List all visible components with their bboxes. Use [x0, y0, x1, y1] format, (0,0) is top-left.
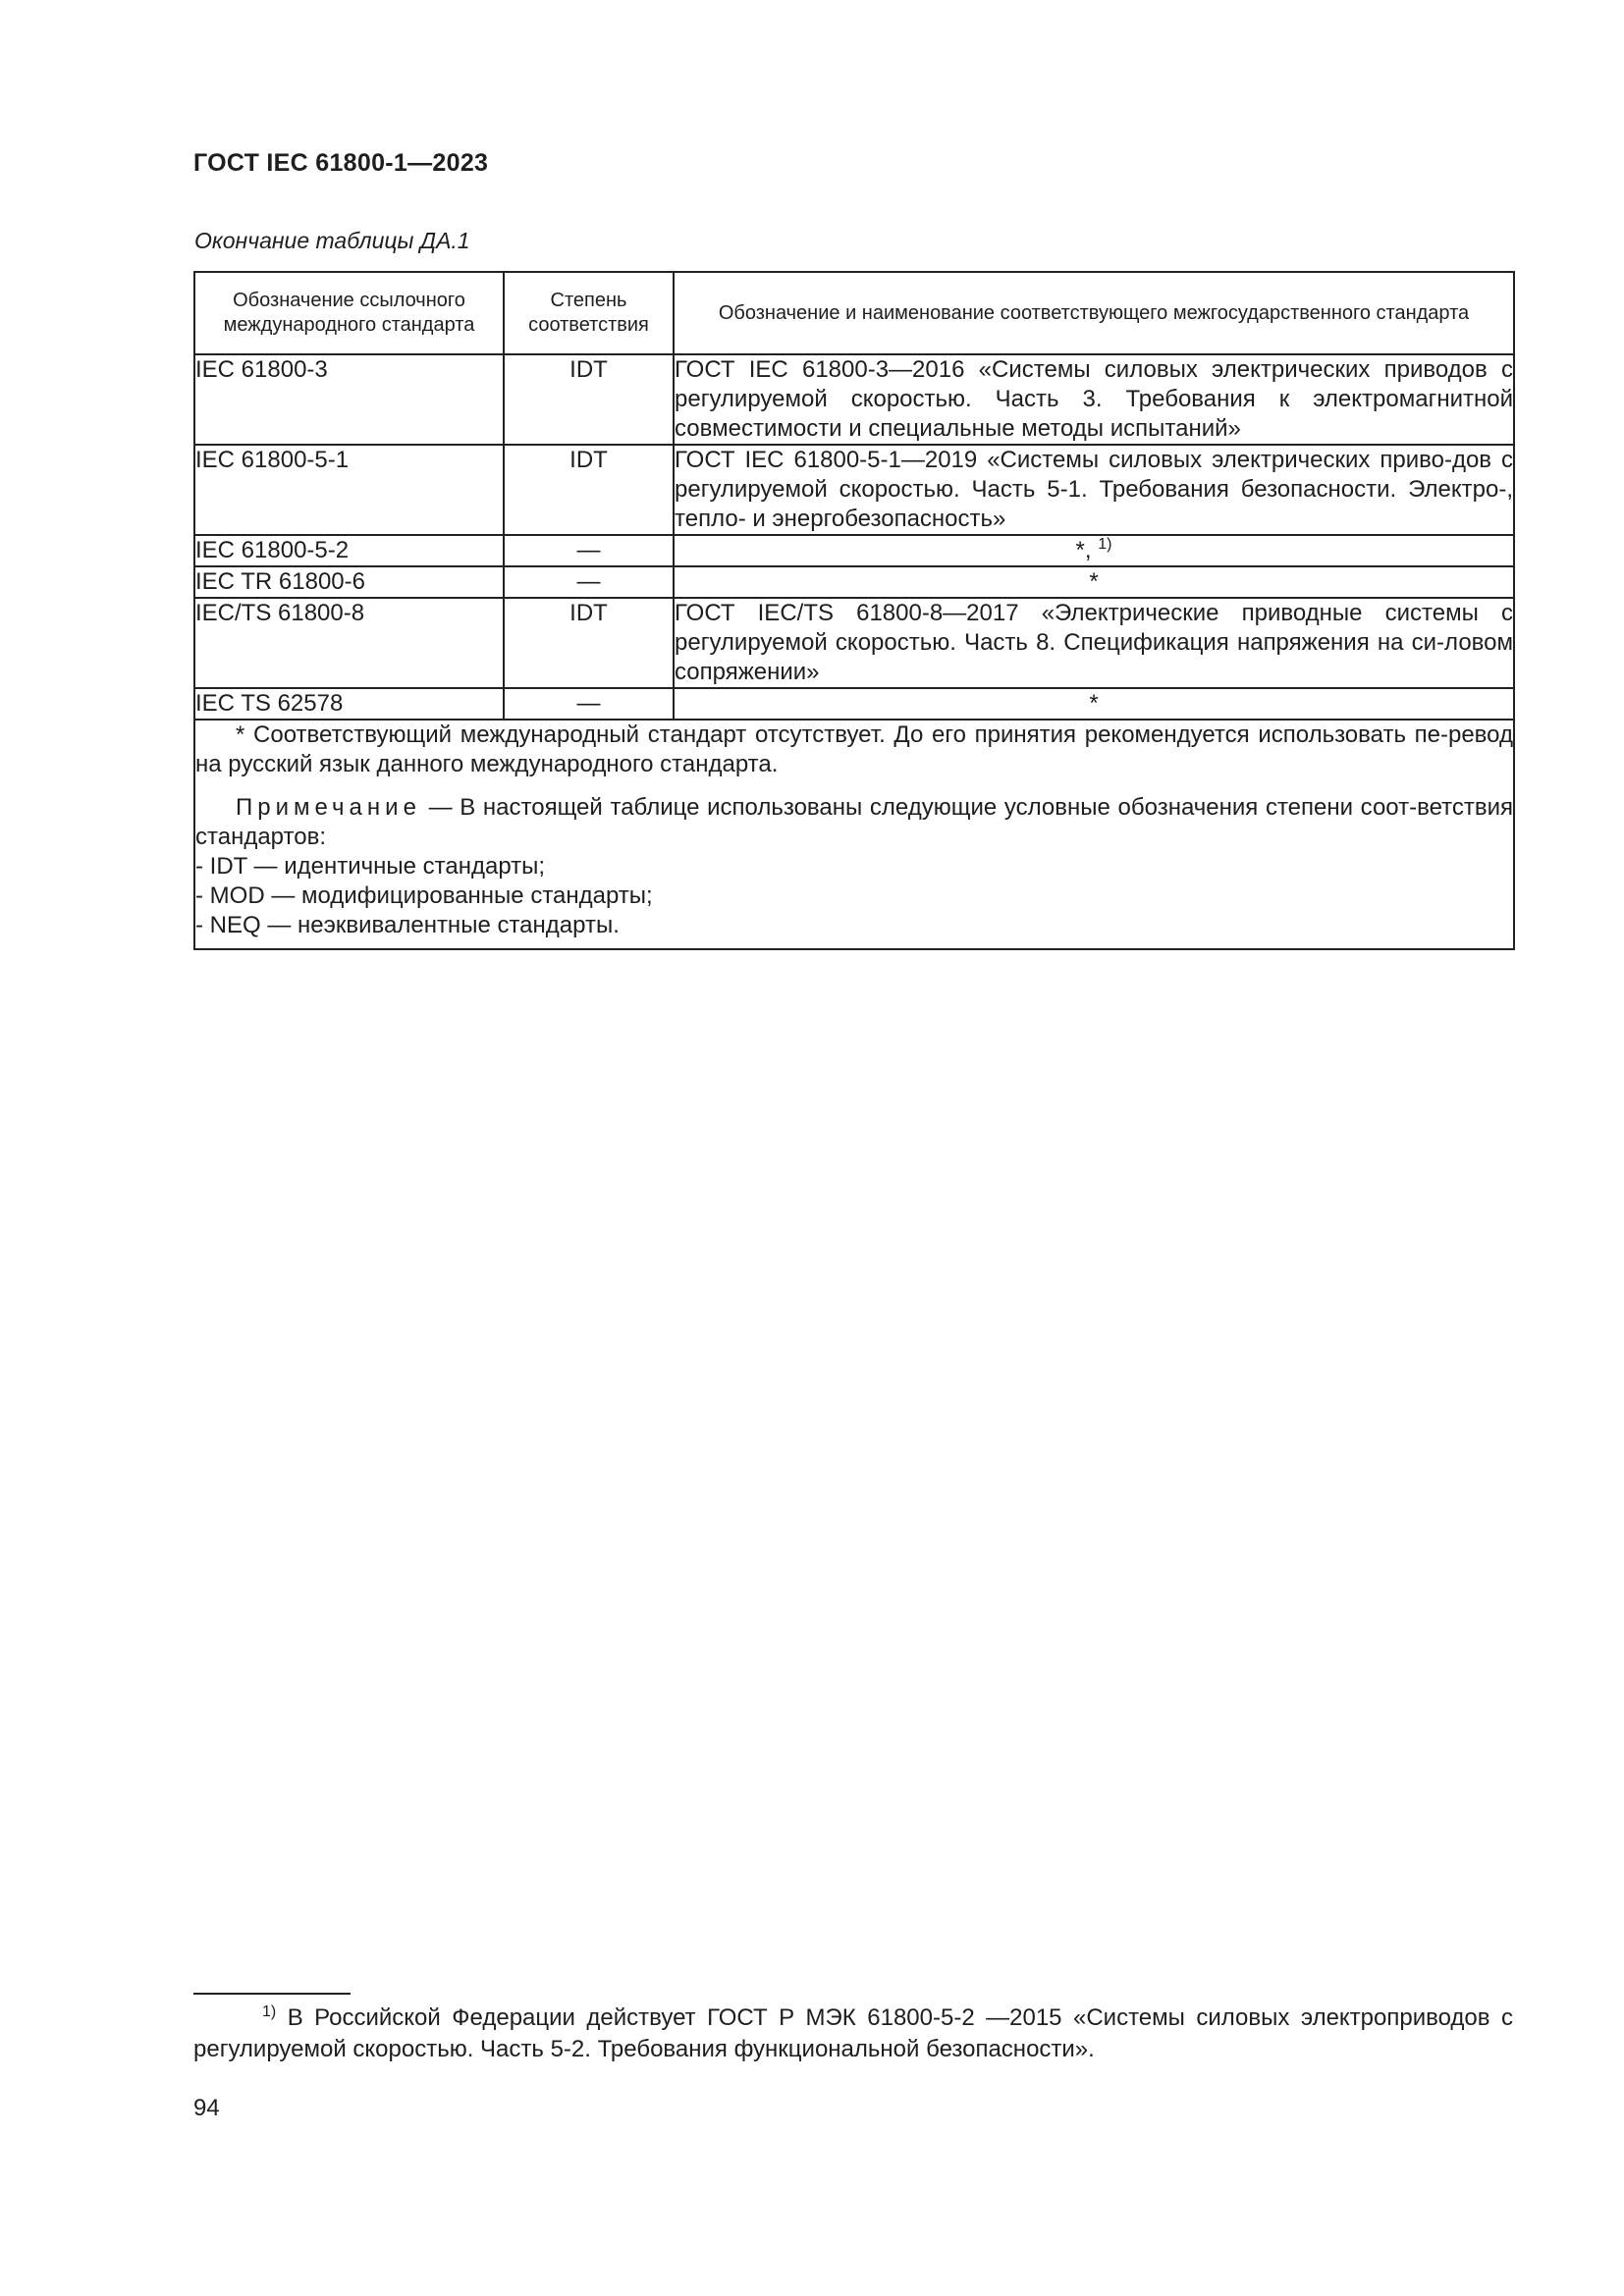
legend-item-neq: - NEQ — неэквивалентные стандарты. [195, 912, 620, 938]
cell-reference: IEC/TS 61800-8 [194, 598, 504, 688]
footnote-separator [193, 1993, 351, 1995]
cell-standard: * [674, 688, 1514, 720]
cell-standard: * [674, 566, 1514, 598]
cell-standard [674, 535, 1514, 566]
legend-item-mod: - MOD — модифицированные стандарты; [195, 882, 653, 909]
cell-reference: IEC 61800-3 [194, 354, 504, 445]
cell-reference: IEC TS 62578 [194, 688, 504, 720]
footnote-mark: 1) [262, 2003, 277, 2020]
table-row [194, 598, 1514, 688]
page-number: 94 [193, 2095, 220, 2121]
cell-degree: — [504, 566, 674, 598]
note-label: Примечание [236, 794, 421, 821]
footnote [193, 2002, 1513, 2065]
standards-correspondence-table [193, 271, 1515, 950]
column-header-reference: Обозначение ссылочного международного стандарта [194, 272, 504, 354]
document-header-title: ГОСТ IEC 61800-1—2023 [193, 149, 489, 177]
asterisk-note: * Соответствующий международный стандарт отсутствует. До его принятия рекомендуется использовать пе-ревод на русский язык данного международного стандарта. [195, 721, 1513, 777]
cell-reference: IEC 61800-5-2 [194, 535, 504, 566]
cell-reference: IEC 61800-5-1 [194, 445, 504, 535]
table-notes [194, 720, 1514, 949]
column-header-standard: Обозначение и наименование соответствующего межгосударственного стандарта [674, 272, 1514, 354]
cell-reference: IEC TR 61800-6 [194, 566, 504, 598]
table-caption: Окончание таблицы ДА.1 [194, 228, 470, 253]
table-row [194, 354, 1514, 445]
table-notes-row [194, 720, 1514, 949]
legend-item-idt: - IDT — идентичные стандарты; [195, 853, 546, 880]
cell-degree: IDT [504, 354, 674, 445]
footnote-reference-mark: 1) [1098, 536, 1112, 553]
cell-degree: IDT [504, 445, 674, 535]
table-note [195, 793, 1513, 852]
cell-standard: ГОСТ IEC 61800-3—2016 «Системы силовых электрических приводов с регулируемой скоростью. Часть 3. Требования к электромагнитной совместимости и специальные методы испытаний» [674, 354, 1514, 445]
note-text: — В настоящей таблице использованы следующие условные обозначения степени соот-ветствия стандартов: [195, 794, 1513, 850]
column-header-degree: Степень соответствия [504, 272, 674, 354]
cell-degree: — [504, 535, 674, 566]
cell-degree: — [504, 688, 674, 720]
footnote-text: В Российской Федерации действует ГОСТ Р МЭК 61800-5-2 —2015 «Системы силовых электроприводов с регулируемой скоростью. Часть 5-2. Требования функциональной безопасности». [193, 2004, 1513, 2062]
cell-standard-text: *, [1075, 537, 1092, 563]
cell-standard: ГОСТ IEC 61800-5-1—2019 «Системы силовых электрических приво-дов с регулируемой скоростью. Часть 5-1. Требования безопасности. Электро-, тепло- и энергобезопасность» [674, 445, 1514, 535]
table-row [194, 535, 1514, 566]
cell-degree: IDT [504, 598, 674, 688]
table-row [194, 688, 1514, 720]
table-header-row [194, 272, 1514, 354]
table-row [194, 566, 1514, 598]
table-row [194, 445, 1514, 535]
cell-standard: ГОСТ IEC/TS 61800-8—2017 «Электрические приводные системы с регулируемой скоростью. Часть 8. Спецификация напряжения на си-ловом сопряжении» [674, 598, 1514, 688]
